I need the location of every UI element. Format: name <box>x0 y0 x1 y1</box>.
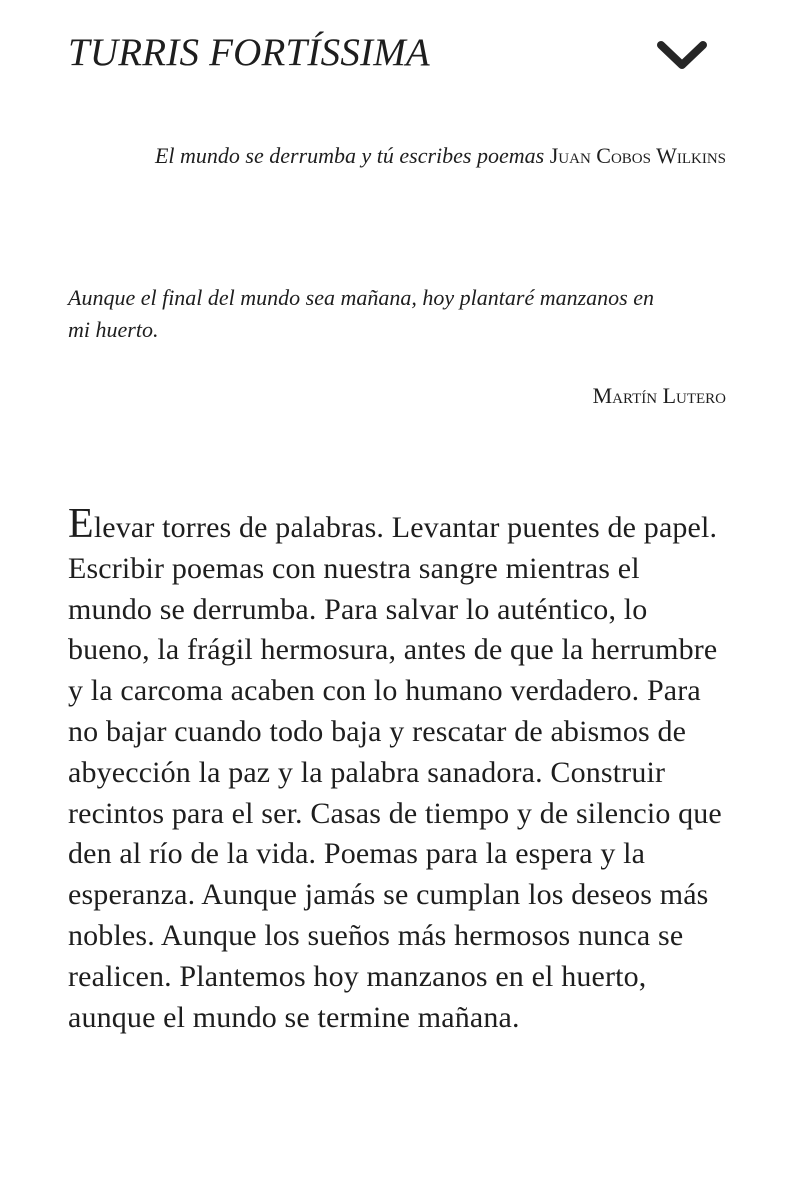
epigraph <box>68 282 726 408</box>
menu-toggle-button[interactable] <box>656 38 708 72</box>
epigraph-author: Martín Lutero <box>592 383 726 408</box>
article-body <box>68 501 728 1038</box>
site-title[interactable]: TURRIS FORTÍSSIMA <box>68 31 430 74</box>
article-text: levar torres de palabras. Levantar puentes de papel. Escribir poemas con nuestra sangre mientras el mundo se derrumba. Para salvar lo auténtico, lo bueno, la frágil hermosura, antes de que la herrumbre y la carcoma acaben con lo humano verdadero. Para no bajar cuando todo baja y rescatar de abismos de abyección la paz y la palabra sanadora. Construir recintos para el ser. Casas de tiempo y de silencio que den al río de la vida. Poemas para la espera y la esperanza. Aunque jamás se cumplan los deseos más nobles. Aunque los sueños más hermosos nunca se realicen. Plantemos hoy manzanos en el huerto, aunque el mundo se termine mañana. <box>68 511 722 1034</box>
chevron-down-icon <box>656 38 708 72</box>
epigraph-quote: Aunque el final del mundo sea mañana, hoy plantaré manzanos en mi huerto. <box>68 285 654 342</box>
epigraph-subtitle <box>68 140 726 172</box>
drop-cap: E <box>68 501 94 547</box>
site-header <box>68 30 718 80</box>
epigraph-subtitle-quote: El mundo se derrumba y tú escribes poemas <box>154 143 545 168</box>
epigraph-subtitle-author: Juan Cobos Wilkins <box>549 143 726 168</box>
